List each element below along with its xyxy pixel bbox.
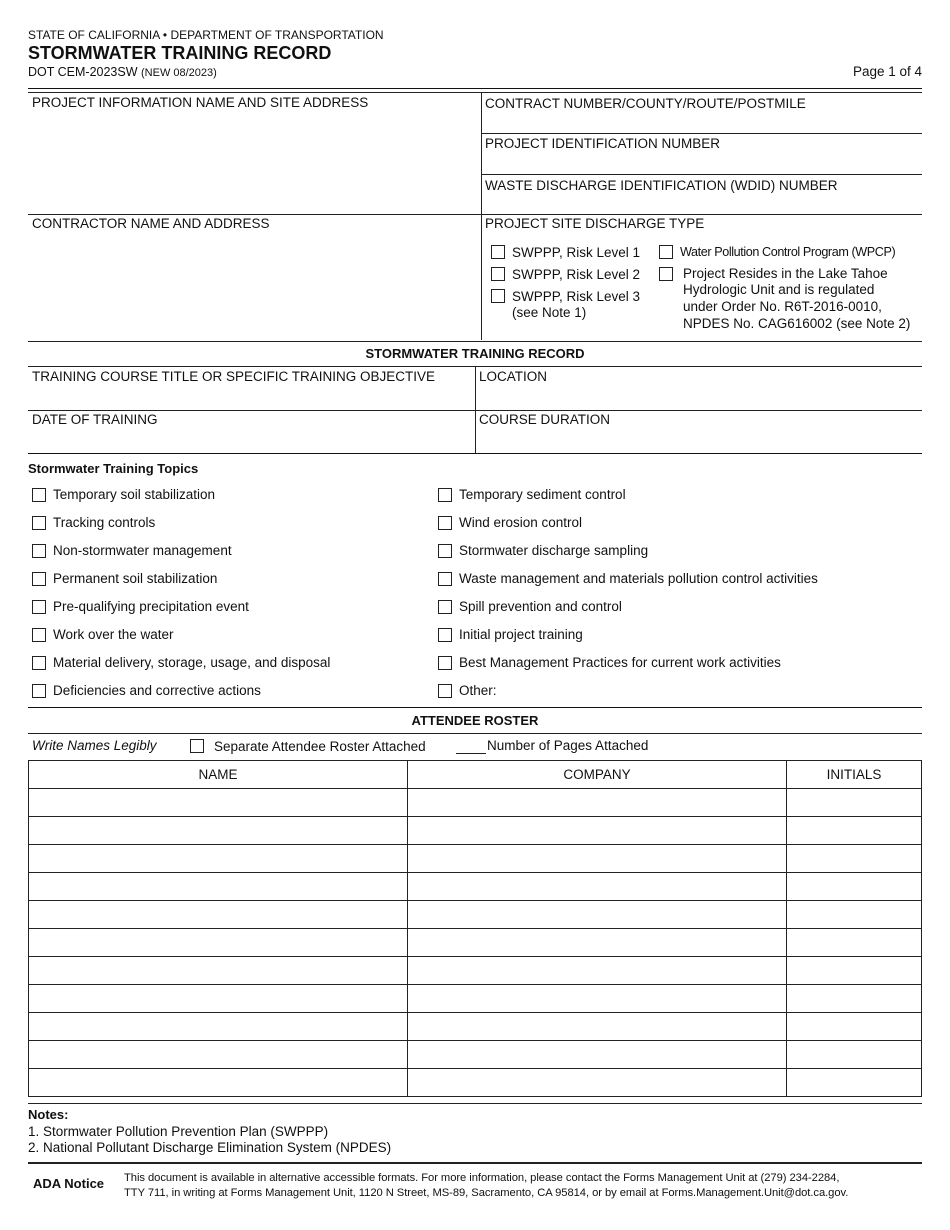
agency-line: STATE OF CALIFORNIA • DEPARTMENT OF TRANSPORTATION	[28, 28, 384, 42]
separate-roster-label: Separate Attendee Roster Attached	[214, 739, 426, 754]
roster-table	[28, 760, 922, 1097]
roster-company-cell[interactable]	[408, 789, 787, 817]
notes-heading: Notes:	[28, 1107, 69, 1122]
topic-left-5-checkbox[interactable]	[32, 628, 46, 642]
tahoe-line-1: Project Resides in the Lake Tahoe	[683, 266, 888, 281]
note-1: 1. Stormwater Pollution Prevention Plan (SWPPP)	[28, 1124, 329, 1139]
roster-company-cell[interactable]	[408, 817, 787, 845]
topic-right-2-checkbox[interactable]	[438, 544, 452, 558]
topic-right-0-checkbox[interactable]	[438, 488, 452, 502]
ada-line-2: TTY 711, in writing at Forms Management Unit, 1120 N Street, MS-89, Sacramento, CA 95814, or by email at Forms.Management.Unit@dot.ca.gov.	[124, 1187, 849, 1199]
roster-initials-cell[interactable]	[787, 901, 922, 929]
topic-left-7-checkbox[interactable]	[32, 684, 46, 698]
topic-right-0-label: Temporary sediment control	[459, 487, 626, 502]
roster-initials-cell[interactable]	[787, 845, 922, 873]
roster-name-cell[interactable]	[29, 789, 408, 817]
topic-right-3-label: Waste management and materials pollution control activities	[459, 571, 818, 586]
table-row	[29, 817, 922, 845]
roster-name-cell[interactable]	[29, 1013, 408, 1041]
roster-name-cell[interactable]	[29, 985, 408, 1013]
contract-number-label: CONTRACT NUMBER/COUNTY/ROUTE/POSTMILE	[485, 96, 806, 111]
tahoe-line-2: Hydrologic Unit and is regulated	[683, 282, 875, 297]
risk1-label: SWPPP, Risk Level 1	[512, 245, 641, 260]
divider	[28, 453, 922, 454]
project-id-label: PROJECT IDENTIFICATION NUMBER	[485, 136, 721, 151]
col-initials: INITIALS	[787, 761, 922, 789]
roster-company-cell[interactable]	[408, 929, 787, 957]
roster-name-cell[interactable]	[29, 845, 408, 873]
topic-left-4-checkbox[interactable]	[32, 600, 46, 614]
form-number: DOT CEM-2023SW	[28, 65, 138, 79]
roster-header-row	[29, 761, 922, 789]
project-info-label: PROJECT INFORMATION NAME AND SITE ADDRESS	[32, 95, 369, 110]
ada-label: ADA Notice	[33, 1176, 105, 1191]
roster-company-cell[interactable]	[408, 1013, 787, 1041]
tahoe-line-3: under Order No. R6T-2016-0010,	[683, 299, 882, 314]
topic-right-7-checkbox[interactable]	[438, 684, 452, 698]
roster-name-cell[interactable]	[29, 873, 408, 901]
table-row	[29, 1069, 922, 1097]
divider	[28, 341, 922, 342]
write-legibly: Write Names Legibly	[32, 738, 157, 753]
table-row	[29, 789, 922, 817]
wdid-label: WASTE DISCHARGE IDENTIFICATION (WDID) NUMBER	[485, 178, 838, 193]
form-revision: (NEW 08/2023)	[141, 67, 217, 79]
table-row	[29, 985, 922, 1013]
roster-initials-cell[interactable]	[787, 929, 922, 957]
contractor-label: CONTRACTOR NAME AND ADDRESS	[32, 216, 270, 231]
topic-left-1-label: Tracking controls	[53, 515, 156, 530]
roster-initials-cell[interactable]	[787, 985, 922, 1013]
col-name: NAME	[29, 761, 408, 789]
roster-name-cell[interactable]	[29, 1041, 408, 1069]
table-row	[29, 901, 922, 929]
roster-name-cell[interactable]	[29, 901, 408, 929]
topic-left-3-checkbox[interactable]	[32, 572, 46, 586]
roster-initials-cell[interactable]	[787, 1013, 922, 1041]
topic-right-4-checkbox[interactable]	[438, 600, 452, 614]
roster-initials-cell[interactable]	[787, 789, 922, 817]
topic-left-2-checkbox[interactable]	[32, 544, 46, 558]
topic-right-1-checkbox[interactable]	[438, 516, 452, 530]
roster-company-cell[interactable]	[408, 1041, 787, 1069]
topic-left-4-label: Pre-qualifying precipitation event	[53, 599, 249, 614]
divider	[481, 133, 922, 134]
topic-left-2-label: Non-stormwater management	[53, 543, 232, 558]
course-title-label: TRAINING COURSE TITLE OR SPECIFIC TRAINING OBJECTIVE	[32, 369, 436, 384]
roster-name-cell[interactable]	[29, 929, 408, 957]
topic-right-6-label: Best Management Practices for current work activities	[459, 655, 781, 670]
table-row	[29, 1041, 922, 1069]
roster-initials-cell[interactable]	[787, 957, 922, 985]
duration-label: COURSE DURATION	[479, 412, 611, 427]
risk2-checkbox[interactable]	[491, 267, 505, 281]
roster-company-cell[interactable]	[408, 901, 787, 929]
topic-left-6-checkbox[interactable]	[32, 656, 46, 670]
topic-right-4-label: Spill prevention and control	[459, 599, 622, 614]
roster-name-cell[interactable]	[29, 957, 408, 985]
roster-company-cell[interactable]	[408, 957, 787, 985]
topic-right-7-label: Other:	[459, 683, 497, 698]
pages-attached-label: Number of Pages Attached	[487, 738, 649, 753]
roster-initials-cell[interactable]	[787, 873, 922, 901]
roster-initials-cell[interactable]	[787, 817, 922, 845]
top-rule-2	[28, 92, 922, 93]
topic-right-2-label: Stormwater discharge sampling	[459, 543, 649, 558]
topic-left-0-checkbox[interactable]	[32, 488, 46, 502]
topic-right-5-checkbox[interactable]	[438, 628, 452, 642]
roster-initials-cell[interactable]	[787, 1069, 922, 1097]
tahoe-line-4: NPDES No. CAG616002 (see Note 2)	[683, 316, 911, 331]
topic-left-1-checkbox[interactable]	[32, 516, 46, 530]
col-company: COMPANY	[408, 761, 787, 789]
table-row	[29, 873, 922, 901]
form-title: STORMWATER TRAINING RECORD	[28, 43, 332, 63]
wpcp-label: Water Pollution Control Program (WPCP)	[680, 245, 896, 259]
topic-left-7-label: Deficiencies and corrective actions	[53, 683, 261, 698]
ada-line-1: This document is available in alternative accessible formats. For more information, please contact the Forms Management Unit at (279) 234-2284,	[124, 1172, 840, 1184]
roster-company-cell[interactable]	[408, 873, 787, 901]
topic-left-3-label: Permanent soil stabilization	[53, 571, 218, 586]
roster-section-title: ATTENDEE ROSTER	[411, 713, 539, 728]
risk2-label: SWPPP, Risk Level 2	[512, 267, 641, 282]
topic-right-5-label: Initial project training	[459, 627, 583, 642]
tahoe-checkbox[interactable]	[659, 267, 673, 281]
risk3-checkbox[interactable]	[491, 289, 505, 303]
date-label: DATE OF TRAINING	[32, 412, 158, 427]
form-id	[28, 65, 217, 79]
topics-heading: Stormwater Training Topics	[28, 461, 199, 476]
risk3-label: SWPPP, Risk Level 3	[512, 289, 641, 304]
project-divider	[481, 92, 482, 340]
topic-left-0-label: Temporary soil stabilization	[53, 487, 216, 502]
divider	[28, 1162, 922, 1164]
divider	[28, 1103, 922, 1104]
table-row	[29, 957, 922, 985]
training-section-title: STORMWATER TRAINING RECORD	[365, 346, 585, 361]
page-number: Page 1 of 4	[852, 64, 922, 79]
topic-right-1-label: Wind erosion control	[459, 515, 583, 530]
location-label: LOCATION	[479, 369, 548, 384]
topic-right-3-checkbox[interactable]	[438, 572, 452, 586]
table-row	[29, 845, 922, 873]
note-2: 2. National Pollutant Discharge Elimination System (NPDES)	[28, 1140, 392, 1155]
roster-initials-cell[interactable]	[787, 1041, 922, 1069]
discharge-type-label: PROJECT SITE DISCHARGE TYPE	[485, 216, 705, 231]
topic-right-6-checkbox[interactable]	[438, 656, 452, 670]
roster-name-cell[interactable]	[29, 1069, 408, 1097]
divider	[28, 214, 922, 215]
separate-roster-checkbox[interactable]	[190, 739, 204, 753]
divider	[28, 410, 922, 411]
divider	[481, 174, 922, 175]
table-row	[29, 929, 922, 957]
top-rule	[28, 88, 922, 89]
roster-company-cell[interactable]	[408, 845, 787, 873]
risk1-checkbox[interactable]	[491, 245, 505, 259]
roster-company-cell[interactable]	[408, 1069, 787, 1097]
divider	[28, 733, 922, 734]
pages-attached-field[interactable]	[456, 753, 486, 754]
divider	[28, 707, 922, 708]
topic-left-6-label: Material delivery, storage, usage, and disposal	[53, 655, 331, 670]
risk3-note: (see Note 1)	[512, 305, 587, 320]
roster-company-cell[interactable]	[408, 985, 787, 1013]
roster-name-cell[interactable]	[29, 817, 408, 845]
wpcp-checkbox[interactable]	[659, 245, 673, 259]
topic-left-5-label: Work over the water	[53, 627, 174, 642]
table-row	[29, 1013, 922, 1041]
